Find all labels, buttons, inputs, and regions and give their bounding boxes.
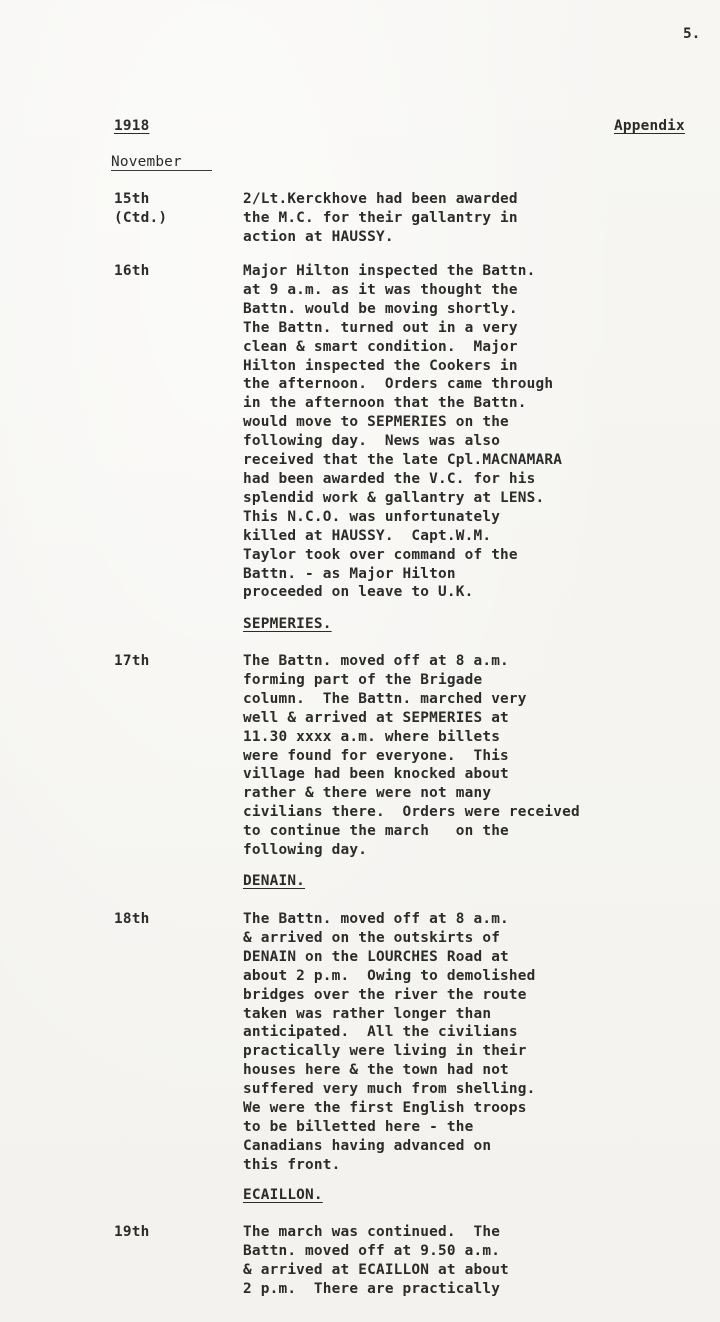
- entry-date-15th: 15th (Ctd.): [114, 191, 168, 226]
- place-heading-ecaillon: ECAILLON.: [243, 1187, 323, 1203]
- page-number: 5.: [683, 26, 701, 42]
- entry-text-19th: The march was continued. The Battn. moved off at 9.50 a.m. & arrived at ECAILLON at about 2 p.m. There are practically: [243, 1224, 509, 1297]
- entry-text-15th: 2/Lt.Kerckhove had been awarded the M.C. for their gallantry in action at HAUSSY.: [243, 191, 518, 245]
- month-heading: November: [111, 154, 182, 170]
- place-heading-denain: DENAIN.: [243, 873, 306, 889]
- place-heading-sepmeries: SEPMERIES.: [243, 616, 332, 632]
- entry-date-16th: 16th: [114, 263, 150, 279]
- entry-text-18th: The Battn. moved off at 8 a.m. & arrived on the outskirts of DENAIN on the LOURCHES Road at about 2 p.m. Owing to demolished bridges over the river the route taken was rather longer than anticipated. All the civilians practically were living in their houses here & the town had not suffered very much from shelling. We were the first English troops to be billetted here - the Canadians having advanced on this front.: [243, 911, 536, 1173]
- entry-date-19th: 19th: [114, 1224, 150, 1240]
- entry-text-17th: The Battn. moved off at 8 a.m. forming part of the Brigade column. The Battn. marched very well & arrived at SEPMERIES at 11.30 xxxx a.m. where billets were found for everyone. This village had been knocked about rather & there were not many civilians there. Orders were received to continue the march on the following day.: [243, 653, 580, 859]
- month-underline: [111, 170, 212, 171]
- entry-text-16th: Major Hilton inspected the Battn. at 9 a.m. as it was thought the Battn. would be moving shortly. The Battn. turned out in a very clean & smart condition. Major Hilton inspected the Cookers in the afternoon. Orders came through in the afternoon that the Battn. would move to SEPMERIES on the following day. News was also received that the late Cpl.MACNAMARA had been awarded the V.C. for his splendid work & gallantry at LENS. This N.C.O. was unfortunately killed at HAUSSY. Capt.W.M. Taylor took over command of the Battn. - as Major Hilton proceeded on leave to U.K.: [243, 263, 563, 601]
- entry-date-18th: 18th: [114, 911, 150, 927]
- year-heading: 1918: [114, 118, 150, 134]
- appendix-heading: Appendix: [614, 118, 685, 134]
- entry-date-17th: 17th: [114, 653, 150, 669]
